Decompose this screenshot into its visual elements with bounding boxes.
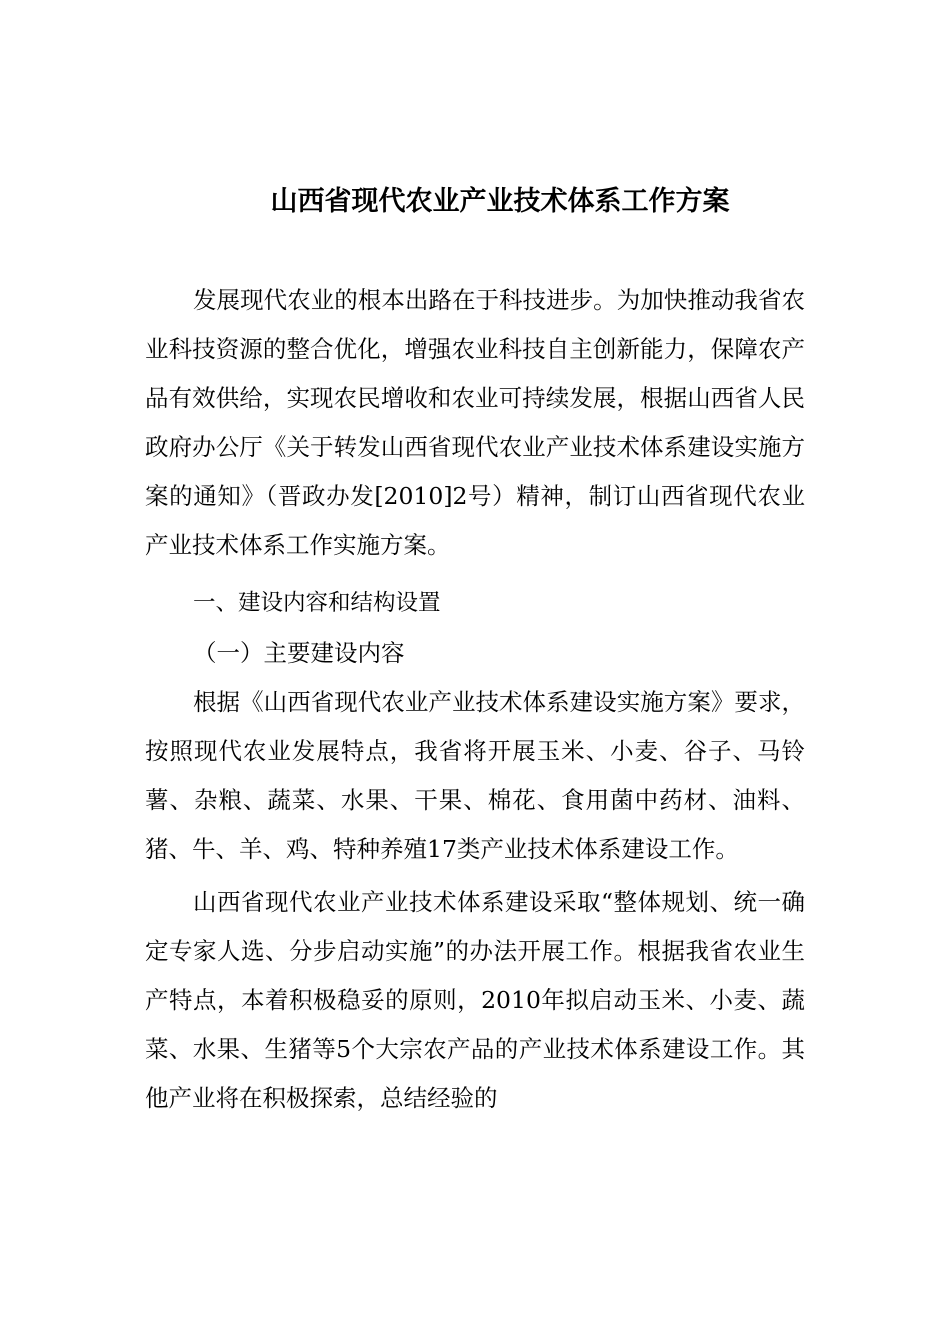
document-title: 山西省现代农业产业技术体系工作方案 — [270, 186, 730, 217]
content-paragraph-2: 山西省现代农业产业技术体系建设采取“整体规划、统一确定专家人选、分步启动实施”的办法开展工作。根据我省农业生产特点，本着积极稳妥的原则，2010年拟启动玉米、小麦、蔬菜、水果、生猪等5个大宗农产品的产业技术体系建设工作。其他产业将在积极探索，总结经验的 — [145, 888, 805, 1112]
subsection-heading: （一）主要建设内容 — [193, 639, 405, 667]
document-body — [145, 276, 805, 1123]
content-paragraph-1: 根据《山西省现代农业产业技术体系建设实施方案》要求，按照现代农业发展特点，我省将开展玉米、小麦、谷子、马铃薯、杂粮、蔬菜、水果、干果、棉花、食用菌中药材、油料、猪、牛、羊、鸡、特种养殖17类产业技术体系建设工作。 — [145, 688, 805, 863]
intro-paragraph: 发展现代农业的根本出路在于科技进步。为加快推动我省农业科技资源的整合优化，增强农业科技自主创新能力，保障农产品有效供给，实现农民增收和农业可持续发展，根据山西省人民政府办公厅《关于转发山西省现代农业产业技术体系建设实施方案的通知》（晋政办发[2010]2号）精神，制订山西省现代农业产业技术体系工作实施方案。 — [145, 286, 805, 559]
section-heading: 一、建设内容和结构设置 — [193, 590, 441, 616]
